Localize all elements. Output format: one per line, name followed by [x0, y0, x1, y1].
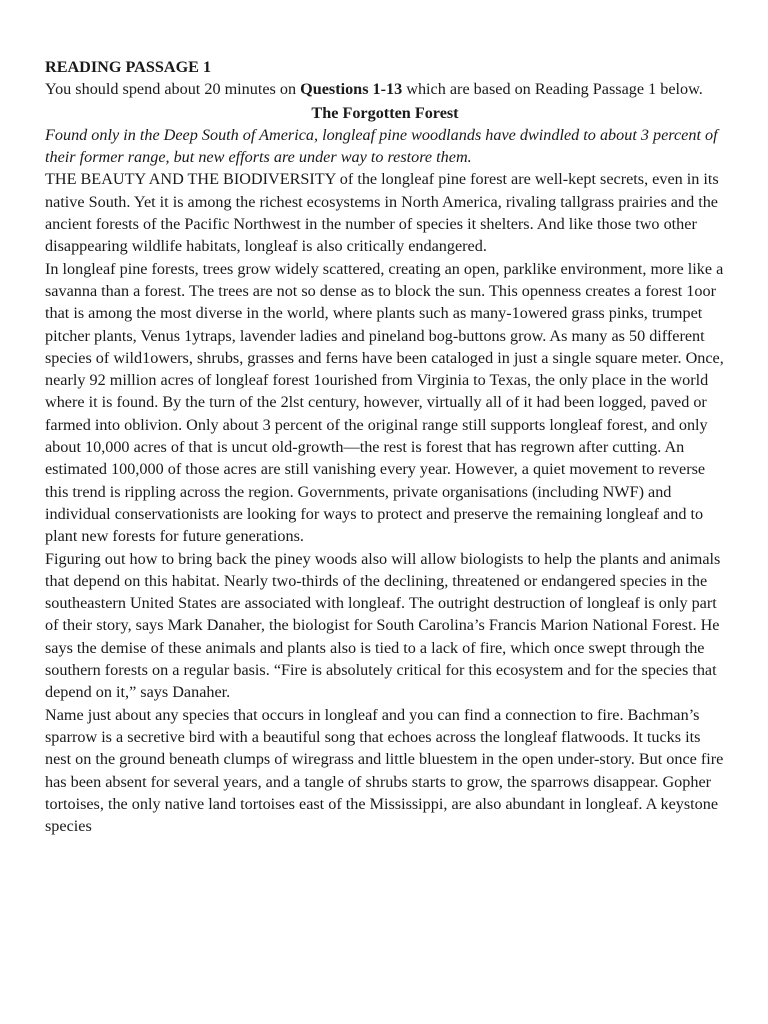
instruction-after: which are based on Reading Passage 1 below. [402, 80, 703, 99]
article-title: The Forgotten Forest [311, 103, 459, 122]
instruction-text [45, 78, 725, 100]
article-subtitle: Found only in the Deep South of America, longleaf pine woodlands have dwindled to about 3 percent of their former range, but new efforts are under way to restore them. [45, 125, 718, 167]
instruction-questions: Questions 1-13 [300, 80, 403, 99]
article-paragraph: THE BEAUTY AND THE BIODIVERSITY of the longleaf pine forest are well-kept secrets, even in its native South. Yet it is among the richest ecosystems in North America, rivaling tallgrass prairies and the ancient forests of the Pacific Northwest in the number of species it shelters. And like those two other disappearing wildlife habitats, longleaf is also critically endangered. [45, 170, 719, 256]
article-paragraph: Name just about any species that occurs in longleaf and you can find a connection to fire. Bachman’s sparrow is a secretive bird with a beautiful song that echoes across the longleaf flatwoods. It tucks its nest on the ground beneath clumps of wiregrass and little bluestem in the open under-story. But once fire has been absent for several years, and a tangle of shrubs starts to grow, the sparrows disappear. Gopher tortoises, the only native land tortoises east of the Mississippi, are also abundant in longleaf. A keystone species [45, 705, 724, 836]
instruction-before: You should spend about 20 minutes on [45, 80, 301, 99]
article-paragraph: Figuring out how to bring back the piney woods also will allow biologists to help the plants and animals that depend on this habitat. Nearly two-thirds of the declining, threatened or endangered species in the southeastern United States are associated with longleaf. The outright destruction of longleaf is only part of their story, says Mark Danaher, the biologist for South Carolina’s Francis Marion National Forest. He says the demise of these animals and plants also is tied to a lack of fire, which once swept through the southern forests on a regular basis. “Fire is absolutely critical for this ecosystem and for the species that depend on it,” says Danaher. [45, 549, 721, 702]
article-paragraph: In longleaf pine forests, trees grow widely scattered, creating an open, parklike environment, more like a savanna than a forest. The trees are not so dense as to block the sun. This openness creates a forest 1oor that is among the most diverse in the world, where plants such as many-1owered grass pinks, trumpet pitcher plants, Venus 1ytraps, lavender ladies and pineland bog-buttons grow. As many as 50 different species of wild1owers, shrubs, grasses and ferns have been cataloged in just a single square meter. Once, nearly 92 million acres of longleaf forest 1ourished from Virginia to Texas, the only place in the world where it is found. By the turn of the 2lst century, however, virtually all of it had been logged, paved or farmed into oblivion. Only about 3 percent of the original range still supports longleaf forest, and only about 10,000 acres of that is uncut old-growth—the rest is forest that has regrown after cutting. An estimated 100,000 of those acres are still vanishing every year. However, a quiet movement to reverse this trend is rippling across the region. Governments, private organisations (including NWF) and individual conservationists are looking for ways to protect and preserve the remaining longleaf and to plant new forests for future generations. [45, 259, 724, 546]
document-page [45, 56, 725, 837]
passage-label: READING PASSAGE 1 [45, 58, 212, 76]
